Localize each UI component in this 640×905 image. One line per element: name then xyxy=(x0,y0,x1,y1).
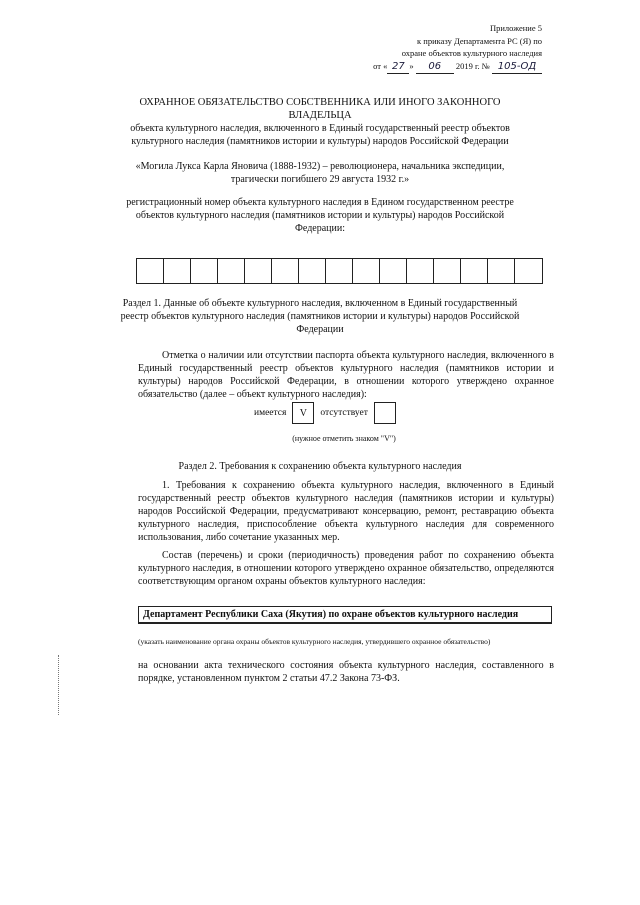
date-prefix: от « xyxy=(373,60,388,71)
appendix-date-line xyxy=(292,60,542,75)
registration-number-cell xyxy=(407,259,434,283)
registration-number-cell xyxy=(137,259,164,283)
registration-number-cell xyxy=(272,259,299,283)
passport-absent-checkbox[interactable] xyxy=(374,402,396,424)
registration-number-cell xyxy=(488,259,515,283)
registration-number-cell xyxy=(434,259,461,283)
appendix-department-line: охране объектов культурного наследия xyxy=(401,48,542,58)
handwritten-order-number: 105-ОД xyxy=(492,61,542,75)
registration-number-cell xyxy=(326,259,353,283)
handwritten-month: 06 xyxy=(416,61,454,75)
registration-number-cell xyxy=(164,259,191,283)
basis-paragraph: на основании акта технического состояния объекта культурного наследия, составленного в порядке, установленном пунктом 2 статьи 47.2 Закона 73-ФЗ. xyxy=(138,660,554,684)
department-note: (указать наименование органа охраны объектов культурного наследия, утвердившего охранное обязательство) xyxy=(138,637,491,646)
document-subtitle: объекта культурного наследия, включенного в Единый государственный реестр объектов культурного наследия (памятников истории и культуры) народов Российской Федерации xyxy=(130,123,510,147)
passport-absent-label: отсутствует xyxy=(320,408,368,418)
object-name: «Могила Лукса Карла Яновича (1888-1932) – революционера, начальника экспедиции, трагически погибшего 29 августа 1932 г.» xyxy=(135,161,505,185)
date-year: 2019 г. № xyxy=(455,60,490,71)
handwritten-day: 27 xyxy=(387,61,409,75)
date-mid: » xyxy=(409,60,414,71)
registration-number-cell xyxy=(353,259,380,283)
department-name-field xyxy=(138,606,552,624)
registration-number-cell xyxy=(515,259,542,283)
margin-dots xyxy=(58,655,63,715)
department-name: Департамент Республики Саха (Якутия) по охране объектов культурного наследия xyxy=(143,609,519,620)
registration-number-cell xyxy=(218,259,245,283)
appendix-title: Приложение 5 xyxy=(490,23,542,33)
registration-number-cell xyxy=(461,259,488,283)
requirements-paragraph: 1. Требования к сохранению объекта культурного наследия, включенного в Единый государственный реестр объектов культурного наследия (памятников истории и культуры) народов Российской Федерации, предусматривают консервацию, ремонт, реставрацию объекта культурного наследия, приспособление объекта культурного наследия для современного использования, либо сочетание указанных мер. xyxy=(138,480,554,543)
section1-title: Раздел 1. Данные об объекте культурного наследия, включенном в Единый государственный реестр объектов культурного наследия (памятников истории и культуры) народов Российской Федерации xyxy=(120,298,520,335)
passport-note: (нужное отметить знаком "V") xyxy=(292,434,396,443)
composition-paragraph: Состав (перечень) и сроки (периодичность) проведения работ по сохранению объекта культурного наследия, в отношении которого утверждено охранное обязательство, определяются соответствующим органом охраны объектов культурного наследия: xyxy=(138,550,554,587)
document-title: ОХРАННОЕ ОБЯЗАТЕЛЬСТВО СОБСТВЕННИКА ИЛИ ИНОГО ЗАКОННОГО ВЛАДЕЛЬЦА xyxy=(139,97,501,121)
registration-number-cell xyxy=(191,259,218,283)
appendix-order-line: к приказу Департамента РС (Я) по xyxy=(417,35,542,46)
registration-number-boxes xyxy=(136,258,543,284)
registration-number-cell xyxy=(245,259,272,283)
passport-paragraph: Отметка о наличии или отсутствии паспорта объекта культурного наследия, включенного в Единый государственный реестр объектов культурного наследия (памятников истории и культуры) народов Российской Федерации, в отношении которого утверждено охранное обязательство (далее – объект культурного наследия): xyxy=(138,350,554,400)
section2-title: Раздел 2. Требования к сохранению объекта культурного наследия xyxy=(178,461,462,472)
appendix-header xyxy=(292,22,542,74)
passport-has-checkbox[interactable]: V xyxy=(292,402,314,424)
passport-has-label: имеется xyxy=(254,408,287,418)
passport-options xyxy=(254,402,396,424)
registration-number-cell xyxy=(299,259,326,283)
registration-number-cell xyxy=(380,259,407,283)
registration-number-label: регистрационный номер объекта культурного наследия в Едином государственном реестре объектов культурного наследия (памятников истории и культуры) народов Российской Федерации: xyxy=(126,197,514,234)
